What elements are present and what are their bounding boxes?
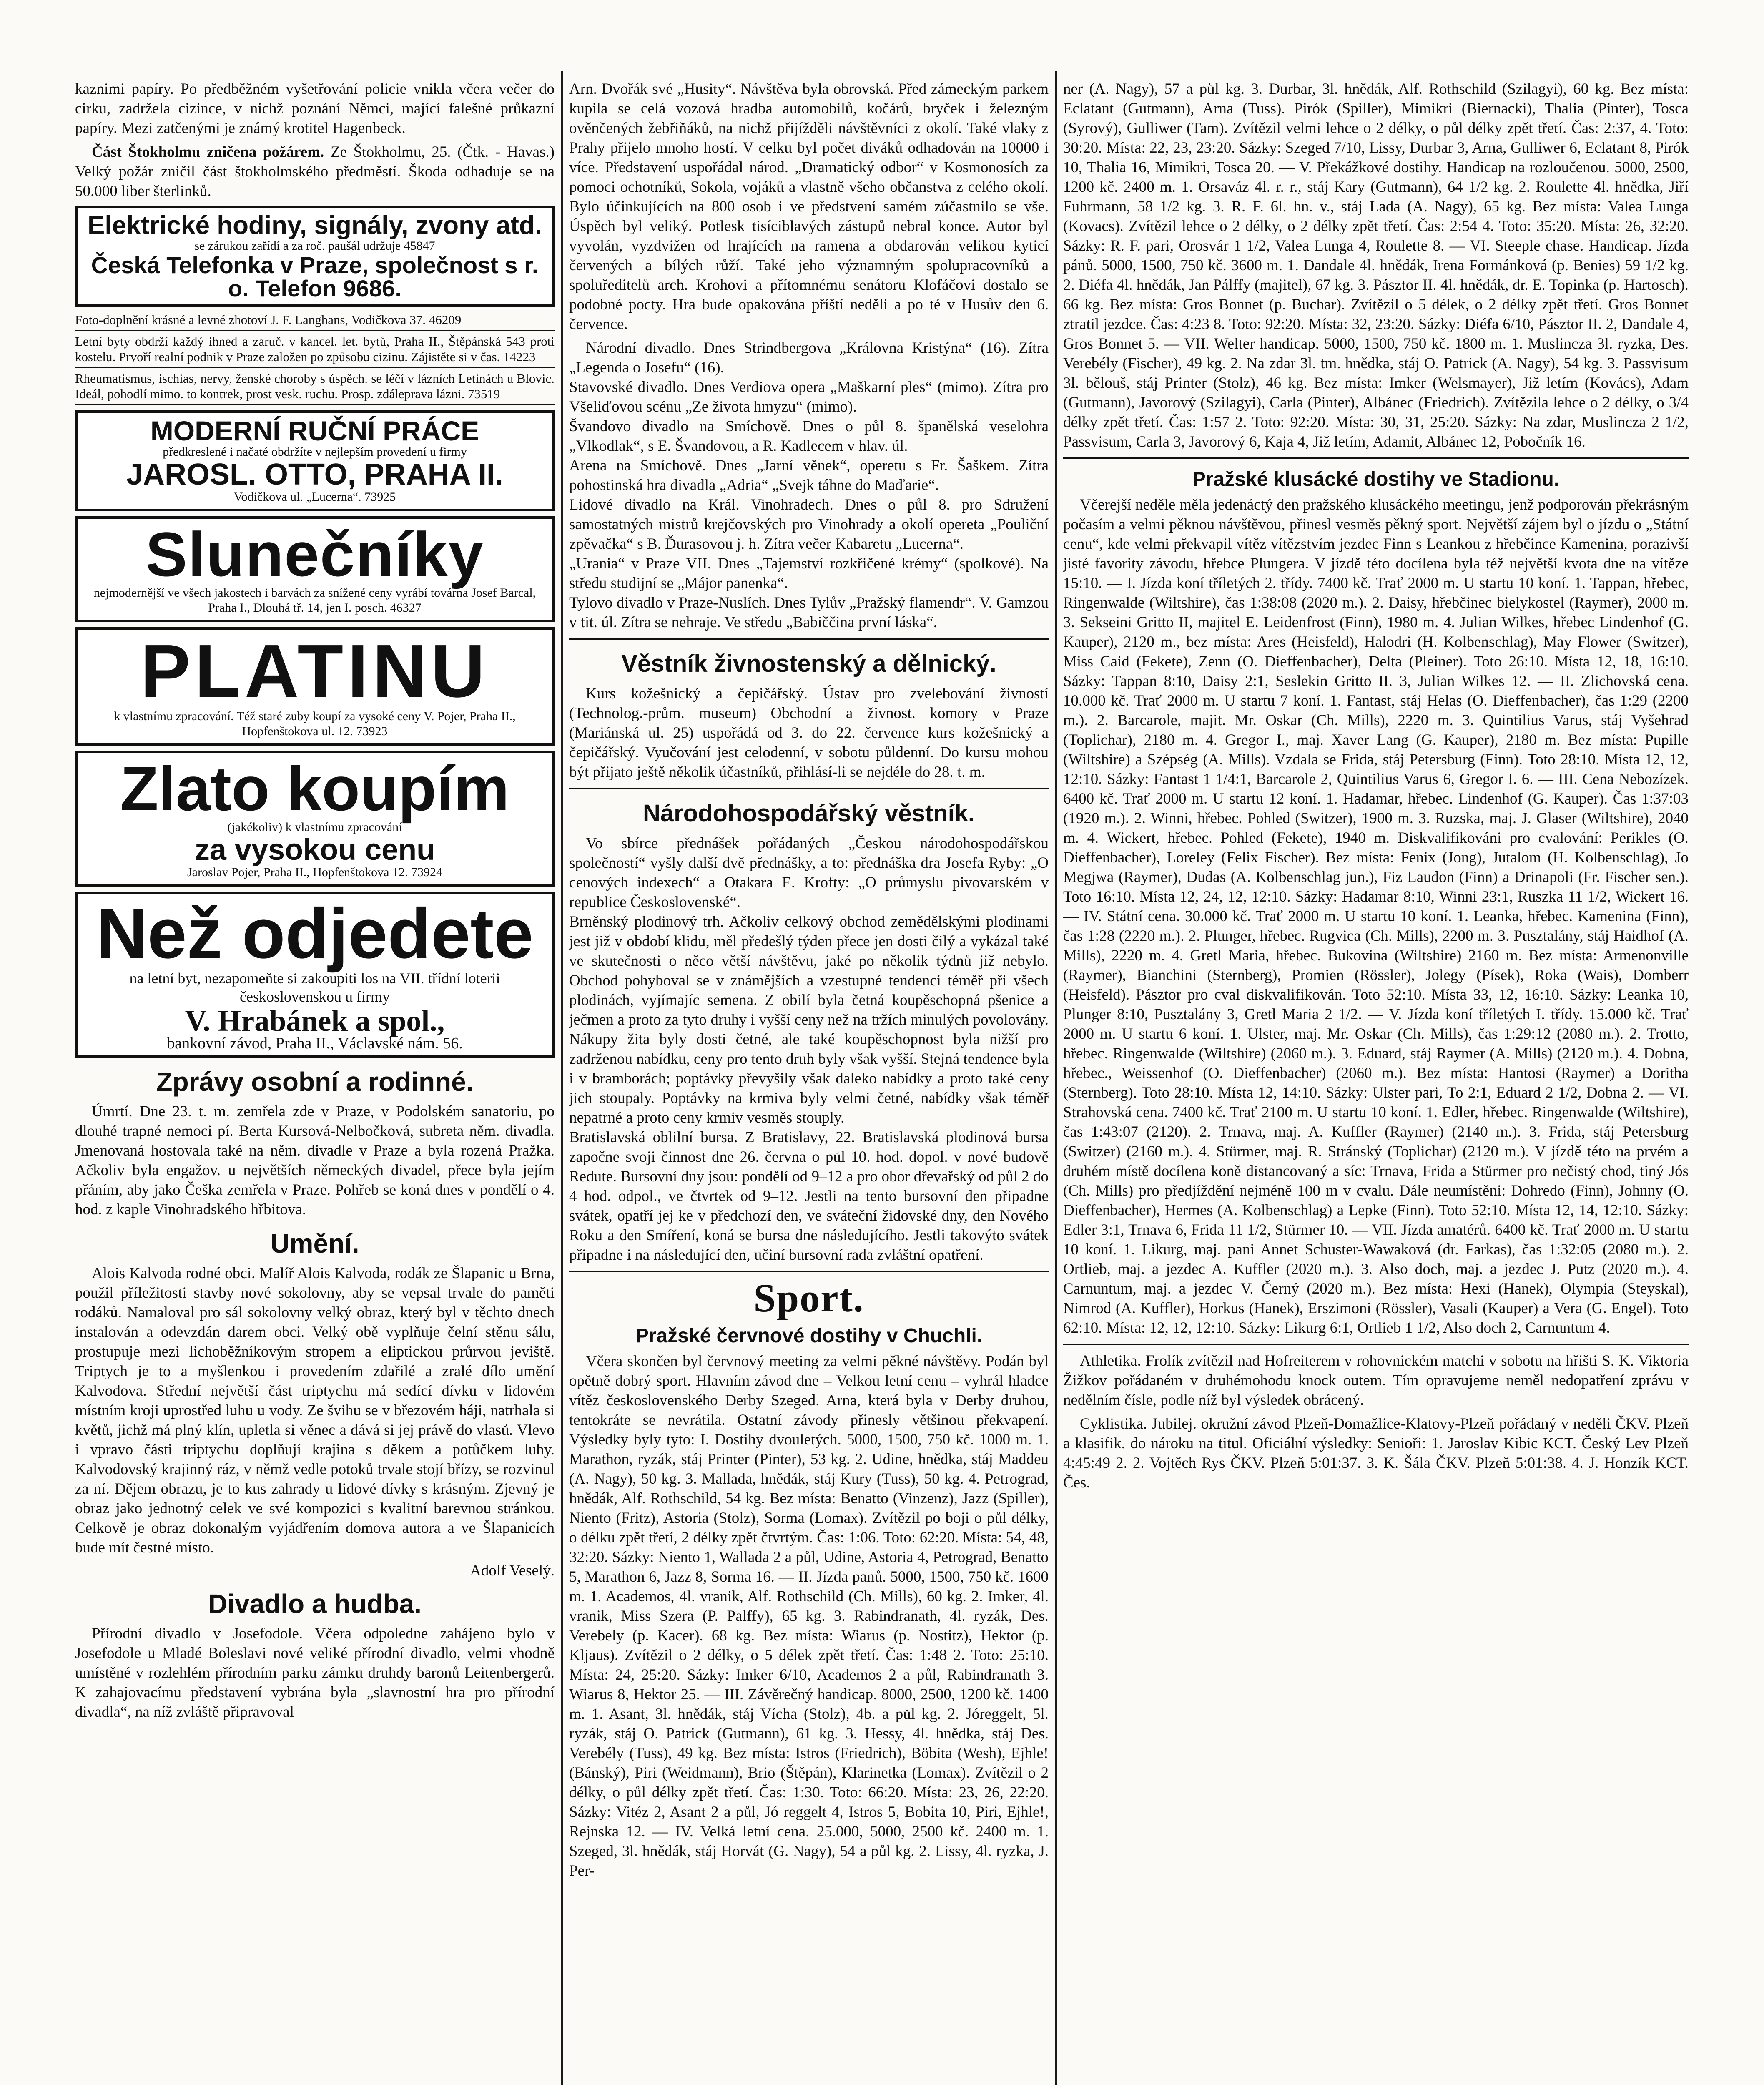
ad-electric-sub: se zárukou zařídí a za roč. paušál udržuje 45847 xyxy=(194,239,435,253)
theatre-continued: Arn. Dvořák své „Husity“. Návštěva byla obrovská. Před zámeckým parkem kupila se celá vozová hradba automobilů, kočárů, bryček i železným ověnčených žebřiňáků, na nichž přijížděli návštěvníci z okolí. Také vlaky z Prahy přijelo mnoho hostí. V celku byl počet diváků odhadován na 10000 i více. Představení uspořádal národ. „Dramatický odbor“ v Kosmonosích za pomoci ochotníků, Sokola, vojáků a vlastně všeho občanstva z celého okolí. Bylo účinkujících na 800 osob i ve předstvení samém zúčastnilo se vše. Úspěch byl veliký. Potlesk tisíciblavých zástupů nebral konce. Autor byl vyvolán, vyzdvižen od hrajících na ramena a obdarován velikou kyticí červených a bílých růží. Také jeho významným spolupracovníků a spoluředitelů arch. Krohovi a přítomnému senátoru Klofáčovi dostalo se podobné pocty. Hra bude opakována příští neděli a po té v Husův den 6. července. xyxy=(569,80,1049,333)
ad-platinum xyxy=(75,627,555,746)
ad-rheumatism: Rheumatismus, ischias, nervy, ženské choroby s úspěch. se léčí v lázních Letinách u Blovic. Ideál, pohodlí mimo. to kontrek, prost vesk. ruchu. Prosp. zdáleprava lázni. 73519 xyxy=(75,371,555,405)
column-divider xyxy=(1055,71,1057,2085)
section-heading-personal: Zprávy osobní a rodinné. xyxy=(156,1067,474,1097)
ad-gold-text3: Jaroslav Pojer, Praha II., Hopfenštokova 12. 73924 xyxy=(187,865,442,879)
ad-gold xyxy=(75,751,555,887)
column-3 xyxy=(1063,79,1689,2085)
ad-photo: Foto-doplnění krásné a levné zhotoví J. F. Langhans, Vodičkova 37. 46209 xyxy=(75,312,555,331)
ad-umbrellas-title: Slunečníky xyxy=(146,519,484,589)
intro-paragraph: kaznimi papíry. Po předběžném vyšetřování policie vnikla včera večer do cirku, zadržela cizince, v nichž poznání Němci, mající falešné průkazní papíry. Mezi zatčenými je známý krotitel Hagenbeck. xyxy=(75,80,555,137)
ad-lottery-address: bankovní závod, Praha II., Václavské nám. 56. xyxy=(167,1035,463,1052)
section-heading-economy: Národohospodářský věstník. xyxy=(642,800,975,827)
ad-lottery-company: V. Hrabánek a spol., xyxy=(185,1004,445,1037)
athletics-text: Athletika. Frolík zvítězil nad Hofreiterem v rohovnickém matchi v sobotu na hřišti S. K. Viktoria Žižkov pořádaném v druhémohodu knock outem. Tím opravujeme neměl nedopatření zprávu v nedělním čísle, podle níž byl výsledek obrácený. xyxy=(1063,1352,1689,1409)
trade-text: Kurs kožešnický a čepičářský. Ústav pro zvelebování živností (Technolog.-prům. museum) Obchodní a živnost. komory v Praze (Mariánská ul. 25) uspořádá od 3. do 22. července kurs kožešnický a čepičářský. Vyučování jest celodenní, v sobotu půldenní. Do kursu mohou být přijato ještě několik účastníků, přihlásí-li se nejdéle do 28. t. m. xyxy=(569,685,1049,781)
separator xyxy=(569,788,1049,789)
section-heading-sport: Sport. xyxy=(753,1276,864,1320)
ad-handwork-sub: předkreslené i načaté obdržíte v nejlepším provedení u firmy xyxy=(163,445,467,459)
ad-gold-title: Zlato koupím xyxy=(120,754,509,824)
economy-text: Vo sbírce přednášek pořádaných „Českou národohospodářskou společností“ vyšly další dvě přednášky, a to: přednáška dra Josefa Ryby: „O cenových indexech“ a Otakara E. Krofty: „O průmyslu pivovarském v republice Československé“. Brněnský plodinový trh. Ačkoliv celkový obchod zemědělskými plodinami jest již v období klidu, měl předešlý týden přece jen dosti čilý a vykázal také ve skutečnosti o něco větší návštěvu, jaké po několik týdnů již nebylo. Obchod pohyboval se v známějších a vzestupné tendenci téměř při všech plodinách, vyjímajíc semena. Z obilí byla četná koupěschopná pšenice a ječmen a proto za tyto druhy i vyšší ceny než na tržích minulých povolovány. Nákupy žita byly dosti četné, ale také koupěschopnost byla nižší pro zadrženou nabídku, ceny pro tento druh byly však vyšší. Stejná tendence byla i v bramborách; poptávky převyšily však daleko nabídky a proto také ceny jich stoupaly. Poptávky na krmiva byly velmi četné, nabídky však téměř nepatrné a proto ceny krmiv vesměs stouply. Bratislavská oblilní bursa. Z Bratislavy, 22. Bratislavská plodinová bursa započne svoji činnost dne 26. června o půl 10. hod. dopol. v nové budově Redute. Bursovní dny jsou: pondělí od 9–12 a pro obor dřevařský od půl 2 do 4 hod. odpol., ve čtvrtek od 9–12. Jestli na tento bursovní den připadne svátek, opatří jej ke v předchozí den, ve sváteční židovské dny, den Nového Roku a den Smíření, koná se bursa dne následujícího. Jestli takovýto svátek připadne i na následující den, učiní bursovní rada zvláštní opatření. xyxy=(569,835,1049,1264)
art-signature: Adolf Veselý. xyxy=(470,1562,555,1579)
separator xyxy=(1063,457,1689,459)
ad-platinum-text: k vlastnímu zpracování. Též staré zuby koupí za vysoké ceny V. Pojer, Praha II., Hopfenštokova ul. 12. 73923 xyxy=(114,709,516,738)
fire-headline: Část Štokholmu zničena požárem. xyxy=(92,143,324,161)
fire-article xyxy=(75,142,555,201)
ad-handwork xyxy=(75,410,555,511)
ad-electric-title: Elektrické hodiny, signály, zvony atd. xyxy=(88,211,542,240)
separator xyxy=(569,1271,1049,1272)
column-2 xyxy=(569,79,1049,2085)
ad-handwork-title: MODERNÍ RUČNÍ PRÁCE xyxy=(150,415,479,446)
theatre-program: Národní divadlo. Dnes Strindbergova „Královna Kristýna“ (16). Zítra „Legenda o Josefu“ (16). Stavovské divadlo. Dnes Verdiova opera „Maškarní ples“ (mimo). Zítra pro Všeliďovou scénu „Ze života hmyzu“ (mimo). Švandovo divadlo na Smíchově. Dnes o půl 8. španělská veselohra „Vlkodlak“, s E. Švandovou, a R. Kadlecem v hlav. úl. Arena na Smíchově. Dnes „Jarní věnek“, operetu s Fr. Šaškem. Zítra pohostinská hra divadla „Adria“ „Svejk táhne do Maďarie“. Lidové divadlo na Král. Vinohradech. Dnes o půl 8. pro Sdružení samostatných mistrů krejčovských pro Vinohrady a okolí opereta „Pouliční zpěvačka“ s B. Ďurasovou j. h. Zítra večer Kabaretu „Lucerna“. „Urania“ v Praze VII. Dnes „Tajemství rozkřičené krémy“ (spolkové). Na středu studijní se „Májor panenka“. Tylovo divadlo v Praze-Nuslích. Dnes Tylův „Pražský flamendr“. V. Gamzou v tit. úl. Zítra se nehraje. Ve středu „Babiččina první láska“. xyxy=(569,339,1049,631)
ad-gold-text2: za vysokou cenu xyxy=(194,833,435,867)
art-text: Alois Kalvoda rodné obci. Malíř Alois Kalvoda, rodák ze Šlapanic u Brna, použil příležitosti stavby nové sokolovny, aby se vepsal trvale do paměti rodáků. Namaloval pro sál sokolovny velký obraz, který byl v těchto dnech instalován a odevzdán darem obci. Velký obě vyplňuje čelní stěnu sálu, prostupuje mezi lichoběžníkovým stropem a eliptickou průrvou jeviště. Triptych je to a myšlenkou i provedením zdařilé a zralé dílo umění Kalvodova. Střední největší část triptychu má sedící dívku v lidovém místním kroji uprostřed luhu u vody. Ze švihu se v březovém háji, natrhala si květů, jichž má plný klín, upletla si věnec a dává si jej právě do vlasů. Vlevo i vpravo části triptychu doplňují krajina s děkem a potůčkem luhy. Kalvodovský krajinný ráz, v němž vedle potoků trvale stojí břízy, se rozvinul za ní. Dějem obrazu, je to kus zahrady u lidové dívky s krásným. Zjevný je obraz jako jednotný celek ve své kompozici s kvalitní barevnou stránkou. Celkově je obraz dokonalým vyjádřením domova autora a ve Šlapanicích bude mít čestné místo. xyxy=(75,1265,555,1556)
ad-handwork-address: Vodičkova ul. „Lucerna“. 73925 xyxy=(233,490,396,504)
separator xyxy=(1063,1344,1689,1345)
column-divider xyxy=(561,71,563,2085)
trotting-text: Včerejší neděle měla jedenáctý den pražského klusáckého meetingu, jenž podporován překrásným počasím a velmi pěknou návštěvou, přinesl vesměs pěkný sport. Největší zájem byl o jízdu o „Státní cenu“, kde velmi překvapil vítěz vítězstvím jezdec Finn s Leankou z hřebčince Kamenina, porazivší jisté favority závodu, hřebce Plungera. V jízdě této docílena byla též největší kvota dne na vítěze 15:10. — I. Jízda koní tříletých 2. třídy. 7400 kč. Trať 2000 m. U startu 10 koní. 1. Tappan, hřebec, Ringenwalde (Wiltshire), čas 1:38:08 (2020 m.). 2. Daisy, hřebčinec bielykostel (Raymer), 2000 m. 3. Sekseini Gritto II, majitel E. Leidenfrost (Finn), 1980 m. 4. Julian Wilkes, hřebec Lindenhof (G. Kauper), 2120 m., bez místa: Ares (Heisfeld), Halodri (H. Kolbenschlag), May Flower (Switzer), Miss Caid (Fekete), Zenn (O. Dieffenbacher), Delta (Pleiner). Toto 26:10. Místa 12, 18, 16:10. Sázky: Tappan 8:10, Daisy 2:1, Seslekin Gritto II. 3, Julian Wilkes 12. — II. Zlichovská cena. 10.000 kč. Trať 2000 m. U startu 7 koní. 1. Fantast, stáj Helas (O. Dieffenbacher), čas 1:29 (2200 m.). 2. Barcarole, majit. Mr. Oskar (Ch. Mills), 2220 m. 3. Quintilius Varus, stáj Vyšehrad (Toplichar), 2180 m. 4. Gregor I., maj. Xaver Lang (G. Kauper), 2180 m. Bez místa: Pupille (Wiltshire) a Szépség (A. Mills). Vzdala se Frida, stáj Petersburg (Finn). Toto 28:10. Místa 12, 12, 12:10. Sázky: Fantast 1 1/4:1, Barcarole 2, Quintilius Varus 6, Gregor I. 6. — III. Cena Nebozízek. 6400 kč. Trať 2000 m. U startu 12 koní. 1. Hadamar, hřebec. Lindenhof (G. Kauper). Čas 1:37:03 (1920 m.). 2. Winni, hřebec. Pohled (Switzer), 1900 m. 3. Ruzska, maj. J. Glaser (Wiltshire), 2040 m. 4. Wickert, hřebec. Pohled (Fekete), 1940 m. Diskvalifikováni pro cvalování: Perikles (O. Dieffenbacher), Loreley (Felix Fischer). Bez místa: Fenix (Jong), Jutalom (H. Kolbenschlag), Jo Megjwa (Raymer), Dudas (A. Kolbenschlag jun.), Fiz Laudon (Finn) a Drinapoli (Fr. Fischer sen.). Toto 16:10. Místa 12, 24, 12, 12:10. Sázky: Hadamar 8:10, Winni 23:1, Ruszka 11 1/2, Wickert 16. — IV. Státní cena. 30.000 kč. Trať 2000 m. U startu 10 koní. 1. Leanka, hřebec. Kamenina (Finn), čas 1:28 (2220 m.). 2. Plunger, hřebec. Rugvica (Ch. Mills), 2200 m. 3. Pusztalány, stáj Haidhof (A. Mills), 2220 m. 4. Gretl Maria, hřebec. Bukovina (Wiltshire) 2160 m. Bez místa: Armenonville (Raymer), Bianchini (Sternberg), Promien (Rössler), Jolegy (Písek), Roka (Wais), Domberr (Heisfeld). Pásztor pro cval diskvalifikován. Toto 52:10. Místa 33, 12, 16:10. Sázky: Leanka 10, Plunger 8:10, Pusztalány 3, Gretl Maria 2 1/2. — V. Jízda koní tříletých I. třídy. 15.000 kč. Trať 2000 m. U startu 6 koní. 1. Ulster, maj. Mr. Oskar (Ch. Mills), čas 1:29:12 (2080 m.). 2. Trotto, hřebec. Ringenwalde (Wiltshire) (2060 m.). 3. Eduard, stáj Raymer (A. Mills) (2120 m.). 4. Dobna, hřebec., Weissenhof (O. Dieffenbacher) (2060 m.). Bez místa: Hantosi (Raymer) a Doritha (Sternberg). Toto 28:10. Místa 12, 14:10. Sázky: Ulster pari, To 2:1, Eduard 2 1/2, Dobna 2. — VI. Strahovská cena. 7400 kč. Trať 2100 m. U startu 10 koní. 1. Edler, hřebec. Ringenwalde (Wiltshire), čas 1:43:07 (2120). 2. Trnava, maj. A. Kuffler (Raymer) (2140 m.). 3. Frida, stáj Petersburg (Switzer) (2160 m.). 4. Stürmer, maj. R. Stránský (Toplichar) (2120 m.). V jízdě této na prvém a druhém místě docílena koně distancovaný a síc: Trnava, Frida a Stürmer pro nečistý chod, tiný Jós (Ch. Mills) pro předjíždění nejméně 100 m v cvalu. Dále neumístěni: Dohredo (Finn), Johnny (O. Dieffenbacher), Hermes (A. Kolbenschlag) a Lepke (Finn). Toto 52:10. Místa 12, 14, 12:10. Sázky: Edler 3:1, Trnava 6, Frida 11 1/2, Stürmer 10. — VII. Jízda amatérů. 6400 kč. Trať 2000 m. U startu 10 koní. 1. Likurg, maj. pani Annet Schuster-Wawaková (dr. Farkas), čas 1:32:05 (2080 m.). 2. Ortlieb, maj. a jezdec A. Kuffler (2020 m.). 3. Also doch, maj. a jezdec J. Putz (2020 m.). 4. Carnuntum, maj. a jezdec V. Černý (2020 m.). Bez místa: Hexi (Hanek), Olympia (Steyskal), Nimrod (A. Kuffler), Horkus (Hanek), Erszimoni (Rössler), Vasali (Kauper) a Vera (G. Engel). Toto 62:10. Místa: 12, 12, 12:10. Sázky: Likurg 6:1, Ortlieb 1 1/2, Also doch 2, Carnuntum 4. xyxy=(1063,496,1689,1336)
ad-umbrellas-text: nejmodernější ve všech jakostech i barvách za snížené ceny vyrábí továrna Josef Barcal, Praha I., Dlouhá tř. 14, jen I. posch. 46327 xyxy=(93,586,536,615)
race-results: ner (A. Nagy), 57 a půl kg. 3. Durbar, 3l. hnědák, Alf. Rothschild (Szilagyi), 60 kg. Bez místa: Eclatant (Gutmann), Arna (Tuss). Pirók (Spiller), Mimikri (Biernacki), Thalia (Pinter), Tosca (Syrový), Gulliwer (Tam). Zvítězil velmi lehce o 2 délky, o půl délky zpět třetí. Čas: 2:37, 4. Toto: 30:20. Místa: 22, 23, 23:20. Sázky: Szeged 7/10, Lissy, Durbar 3, Arna, Gulliwer 6, Eclatant 8, Pirók 10, Thalia 16, Mimikri, Tosca 20. — V. Překážkové dostihy. Handicap na rozloučenou. 5000, 2500, 1200 kč. 2400 m. 1. Orsaváz 4l. r. r., stáj Kary (Gutmann), 64 1/2 kg. 2. Roulette 4l. hnědka, Jiří Fuhrmann, 58 1/2 kg. 3. R. F. 6l. hn. v., stáj Lada (A. Nagy), 65 kg. Bez místa: Valea Lunga (Kovacs). Zvítězil lehce o 2 délky, o 2 délky zpět třetí. Čas: 2:54 4. Toto: 35:20. Místa: 26, 32:20. Sázky: R. F. pari, Orosvár 1 1/2, Valea Lunga 4, Roulette 8. — VI. Steeple chase. Handicap. Jízda pánů. 5000, 1500, 750 kč. 3600 m. 1. Dandale 4l. hnědák, Irena Formánková (p. Benies) 59 1/2 kg. 2. Diéfa 4l. hnědák, Jan Pálffy (majitel), 67 kg. 3. Pásztor II. 4l. hnědák, dr. E. Topinka (p. Hartosch). 66 kg. Bez místa: Gros Bonnet (p. Buchar). Zvítězil o 5 délek, o 2 délky zpět třetí. Gros Bonnet ztratil jezdce. Čas: 4:23 8. Toto: 92:20. Místa: 32, 23:20. Sázky: Diéfa 6/10, Pásztor II. 2, Dandale 4, Gros Bonnet 5. — VII. Welter handicap. 5000, 1500, 750 kč. 1800 m. 1. Muslincza 3l. ryzka, Des. Verebély (Fischer), 49 kg. 2. Na zdar 3l. tm. hnědka, stáj O. Patrick (A. Nagy), 54 kg. 3. Passvisum 3l. bělouš, stáj Printer (Stolz), 46 kg. Bez místa: Imker (Welsmayer), Již letím (Kovács), Adam (Gutmann), Javorový (Szilagyi), Carla (Pinter), Albánec (Friedrich). Zvítězila lehce o 2 délky, o 3/4 délky zpět třetí. Čas: 1:57 2. Toto: 92:20. Místa: 30, 31, 25:20. Sázky: Na zdar, Muslincza 2 1/2, Passvisum, Carla 3, Javorový 6, Kaja 4, Již letím, Adamit, Albánec 12, Pobočník 16. xyxy=(1063,80,1689,450)
personal-news-text: Úmrtí. Dne 23. t. m. zemřela zde v Praze, v Podolském sanatoriu, po dlouhé trapné nemoci pí. Berta Kursová-Nelbočková, subreta něm. divadla. Jmenovaná hostovala také na něm. divadle v Praze a byla rozená Pražka. Ačkoliv byla engažov. u největších německých divadel, přece byla jejím přáním, aby jako Češka zemřela v Praze. Pohřeb se koná dnes v pondělí o 4. hod. z kaple Vinohradského hřbitova. xyxy=(75,1103,555,1218)
ad-lottery-text1: na letní byt, nezapomeňte si zakoupiti los na VII. třídní loterii československou u firmy xyxy=(129,970,500,1005)
section-heading-theatre: Divadlo a hudba. xyxy=(208,1589,422,1619)
ad-lottery xyxy=(75,892,555,1058)
sport-subheading: Pražské červnové dostihy v Chuchli. xyxy=(635,1325,983,1347)
trotting-heading: Pražské klusácké dostihy ve Stadionu. xyxy=(1192,468,1560,490)
ad-platinum-title: PLATINU xyxy=(140,629,489,713)
section-heading-trade: Věstník živnostenský a dělnický. xyxy=(621,650,996,677)
sport-text: Včera skončen byl červnový meeting za velmi pěkné návštěvy. Podán byl opětně dobrý sport. Hlavním závod dne – Velkou letní cenu – vyhrál hladce vítěz československého Derby Szeged. Arna, která byla v Derby druhou, tentokráte se nevrátila. Ostatní závody přinesly většinou překvapení. Výsledky byly tyto: I. Dostihy dvouletých. 5000, 1500, 750 kč. 1000 m. 1. Marathon, ryzák, stáj Printer (Pinter), 53 kg. 2. Udine, hnědka, stáj Maddeu (A. Nagy), 50 kg. 3. Mallada, hnědák, stáj Kury (Tuss), 50 kg. 4. Petrograd, hnědák, Alf. Rothschild, 54 kg. Bez místa: Benatto (Vinzenz), Jazz (Spiller), Niento (Fritz), Astoria (Stolz), Sorma (Lomax). Zvítězil po boji o půl délky, o délku zpět třetí, 2 délky zpět čtvrtým. Čas: 1:06. Toto: 62:20. Místa: 54, 48, 32:20. Sázky: Niento 1, Wallada 2 a půl, Udine, Astoria 4, Petrograd, Benatto 5, Marathon 6, Jazz 8, Sorma 16. — II. Jízda panů. 5000, 1500, 750 kč. 1600 m. 1. Academos, 4l. vranik, Alf. Rothschild (Ch. Mills), 60 kg. 2. Imker, 4l. vranik, Miss Szera (P. Palffy), 65 kg. 3. Rabindranath, 4l. ryzák, Des. Verebely (p. Kacer). 68 kg. Bez místa: Wiarus (p. Nostitz), Hektor (p. Kljaus). Zvítězil o 2 délky, o 5 délek zpět třetí. Čas: 1:48 2. Toto: 25:10. Místa: 24, 25:20. Sázky: Imker 6/10, Academos 2 a půl, Rabindranath 3. Wiarus 8, Hektor 25. — III. Závěrečný handicap. 8000, 2500, 1200 kč. 1400 m. 1. Asant, 3l. hnědák, stáj Vícha (Stolz), 4b. a půl kg. 2. Jóreggelt, 5l. ryzák, stáj O. Patrick (Gutmann), 61 kg. 3. Hessy, 4l. hnědka, stáj Des. Verebély (Tuss), 49 kg. Bez místa: Istros (Friedrich), Böbita (Wesh), Ejhle! (Bánský), Piri (Weidmann), Brio (Štěpán), Klarinetka (Lomax). Zvítězil o 2 délky, o půl délky zpět třetí. Čas: 1:30. Toto: 66:20. Místa: 23, 26, 22:20. Sázky: Vitéz 2, Asant 2 a půl, Jó reggelt 4, Istros 5, Bobita 10, Piri, Ejhle!, Rejnska 12. — IV. Velká letní cena. 25.000, 5000, 2500 kč. 2400 m. 1. Szeged, 3l. hnědák, stáj Horvát (G. Nagy), 54 a půl kg. 2. Lissy, 4l. ryzka, J. Per- xyxy=(569,1353,1049,1879)
ad-summer-flats: Letní byty obdrží každý ihned a zaruč. v kancel. let. bytů, Praha II., Štěpánská 543 proti kostelu. Prvoří realní podnik v Praze založen po způsobu cizinu. Zájistěte si v čas. 14223 xyxy=(75,334,555,368)
ad-handwork-company: JAROSL. OTTO, PRAHA II. xyxy=(126,458,504,491)
section-heading-art: Umění. xyxy=(270,1228,359,1259)
ad-gold-text1: (jakékoliv) k vlastnímu zpracování xyxy=(227,820,402,834)
ad-electric-company: Česká Telefonka v Praze, společnost s r. o. Telefon 9686. xyxy=(91,252,539,301)
fire-text: Ze Štokholmu, 25. (Čtk. - Havas.) Velký požár zničil část štokholmského předměstí. Škoda odhaduje se na 50.000 liber šterlinků. xyxy=(75,143,555,200)
cycling-text: Cyklistika. Jubilej. okružní závod Plzeň-Domažlice-Klatovy-Plzeň pořádaný v neděli ČKV. Plzeň a klasifik. do nároku na titul. Oficiální výsledky: Senioři: 1. Jaroslav Kibic KCT. Český Lev Plzeň 4:45:49 2. 2. Vojtěch Rys ČKV. Plzeň 5:01:37. 3. K. Šála ČKV. Plzeň 5:01:38. 4. J. Honzík KCT. Čes. xyxy=(1063,1415,1689,1491)
separator xyxy=(569,638,1049,640)
column-1 xyxy=(75,79,555,2085)
ad-lottery-title: Než odjedete xyxy=(96,894,534,973)
theatre-text: Přírodní divadlo v Josefodole. Včera odpoledne zahájeno bylo v Josefodole u Mladé Boleslavi nové veliké přírodní divadlo, velmi vhodně umístěné v rozlehlém přírodním parku zámku druhdy baronů Leitenbergerů. K zahajovacímu představení vybrána byla „slavnostní hra pro přírodní divadla“, na níž zvláště připravoval xyxy=(75,1625,555,1721)
ad-umbrellas xyxy=(75,516,555,622)
ad-electric-clocks xyxy=(75,206,555,307)
